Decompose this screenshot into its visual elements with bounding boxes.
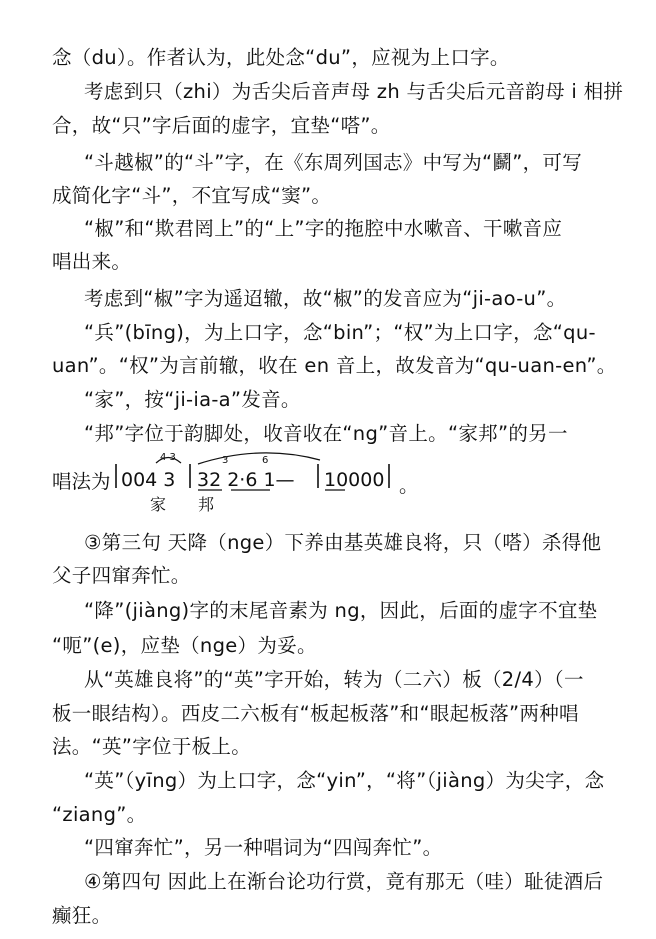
text-line-10: uan”。“权”为言前辙，收在 en 音上，故发音为“qu-uan-en”。 xyxy=(52,354,617,377)
bar3-notes: 10000 xyxy=(324,469,385,491)
text-line-19: 法。“英”字位于板上。 xyxy=(52,735,252,758)
text-line-11: “家”，按“ji-ia-a”发音。 xyxy=(84,388,301,411)
text-line-1: 念（du）。作者认为，此处念“du”，应视为上口字。 xyxy=(52,46,510,69)
text-line-22: “四窜奔忙”，另一种唱词为“四闯奔忙”。 xyxy=(84,836,443,859)
text-line-4: “斗越椒”的“斗”字，在《东周列国志》中写为“鬬”，可写 xyxy=(84,151,583,174)
text-line-3: 合，故“只”字后面的虚字，宜垫“嗒”。 xyxy=(52,114,391,137)
notation-lead-text: 唱法为 xyxy=(52,470,111,493)
text-line-2: 考虑到只（zhi）为舌尖后音声母 zh 与舌尖后元音韵母 i 相拼 xyxy=(84,80,624,103)
text-line-14: 父子四窜奔忙。 xyxy=(52,564,191,587)
bar1-grace-notes: 4 3 xyxy=(160,452,176,463)
text-line-9: “兵”(bīng)，为上口字，念“bin”；“权”为上口字，念“qu- xyxy=(84,321,596,344)
notation-figure xyxy=(0,446,656,516)
text-line-15: “降”(jiàng)字的末尾音素为 ng，因此，后面的虚字不宜垫 xyxy=(84,599,598,622)
jianpu-notation xyxy=(0,446,656,516)
notation-tail-text: 。 xyxy=(399,474,419,497)
text-line-24: 癫狂。 xyxy=(52,904,112,927)
text-line-20: “英”（yīng）为上口字，念“yin”，“将”（jiàng）为尖字，念 xyxy=(84,769,605,792)
lyric-jia: 家 xyxy=(150,495,167,514)
text-line-18: 板一眼结构）。西皮二六板有“板起板落”和“眼起板落”两种唱 xyxy=(52,702,579,725)
bar2-grace-a: 3 xyxy=(222,455,229,466)
text-line-21: “ziang”。 xyxy=(52,803,147,826)
text-line-23: ④第四句 因此上在渐台论功行赏，竟有那无（哇）耻徒酒后 xyxy=(84,870,604,893)
text-line-6: “椒”和“欺君罔上”的“上”字的拖腔中水嗽音、干嗽音应 xyxy=(84,217,563,240)
text-line-8: 考虑到“椒”字为遥迢辙，故“椒”的发音应为“ji-ao-u”。 xyxy=(84,287,567,310)
bar2-slur xyxy=(198,453,320,464)
text-line-7: 唱出来。 xyxy=(52,250,132,273)
bar2-notes: 32 2·6 1— xyxy=(197,469,295,491)
text-line-12: “邦”字位于韵脚处，收音收在“ng”音上。“家邦”的另一 xyxy=(84,422,568,445)
bar2-grace-b: 6 xyxy=(262,455,269,466)
bar1-notes: 004 3 xyxy=(121,469,176,491)
text-line-17: 从“英雄良将”的“英”字开始，转为（二六）板（2/4）（一 xyxy=(84,668,584,691)
text-line-13: ③第三句 天降（nge）下养由基英雄良将，只（嗒）杀得他 xyxy=(84,531,602,554)
lyric-bang: 邦 xyxy=(198,495,215,514)
text-line-5: 成简化字“斗”，不宜写成“窦”。 xyxy=(52,184,332,207)
text-line-16: “呃”(e)，应垫（nge）为妥。 xyxy=(52,634,317,657)
